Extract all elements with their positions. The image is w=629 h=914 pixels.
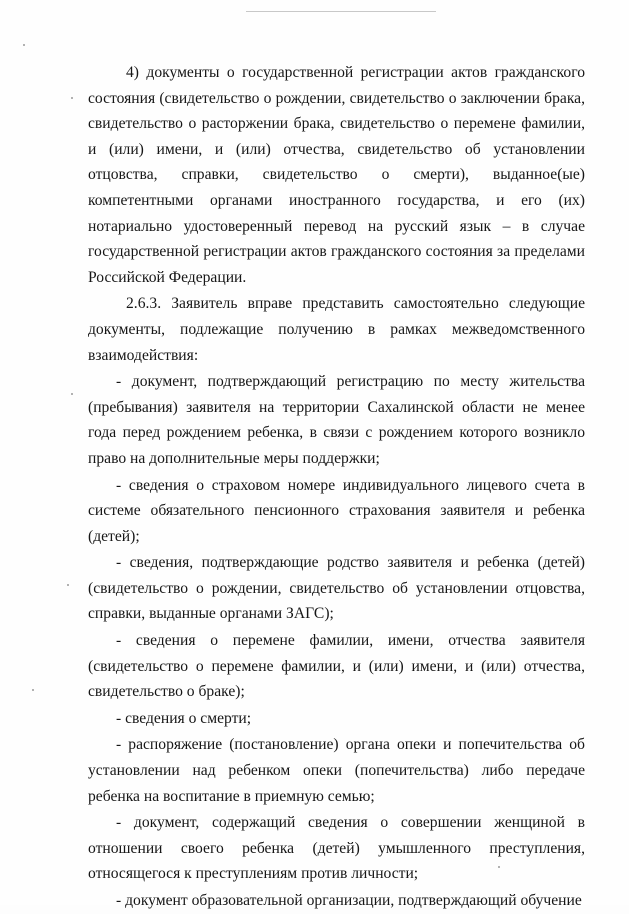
scan-speck xyxy=(67,584,69,586)
page-top-rule xyxy=(246,11,436,12)
scan-speck xyxy=(71,393,73,395)
scan-speck xyxy=(32,689,34,691)
list-item-guardianship-order: - распоряжение (постановление) органа опеки и попечительства об установлении над ребенком опеки (попечительства) либо передаче ребенка на воспитание в приемную семью; xyxy=(88,736,585,805)
paragraph-civil-status-documents: 4) документы о государственной регистрации актов гражданского состояния (свидетельство о рождении, свидетельство о заключении брака, свидетельство о расторжении брака, свидетельство о перемене фамилии, и (или) имени, и (или) отчества, свидетельство об установлении отцовства, справки, свидетельство о смерти), выданное(ые) компетентными органами иностранного государства, и его (их) нотариально удостоверенный перевод на русский язык – в случае государственной регистрации актов гражданского состояния за пределами Российской Федерации. xyxy=(88,64,585,286)
list-item-death-information: - сведения о смерти; xyxy=(116,709,252,727)
list-item-kinship-information: - сведения, подтверждающие родство заявителя и ребенка (детей) (свидетельство о рождении, свидетельство об установлении отцовства, справки, выданные органами ЗАГС); xyxy=(88,554,585,623)
list-item-crime-document: - документ, содержащий сведения о совершении женщиной в отношении своего ребенка (детей) умышленного преступления, относящегося к преступлениям против личности; xyxy=(88,814,585,883)
scan-speck xyxy=(23,44,25,46)
list-item-education-document: - документ образовательной организации, подтверждающий обучение xyxy=(116,892,582,909)
document-body xyxy=(88,60,585,914)
list-item-name-change: - сведения о перемене фамилии, имени, отчества заявителя (свидетельство о перемене фамилии, и (или) имени, и (или) отчества, свидетельство о браке); xyxy=(88,632,585,701)
list-item-insurance-number: - сведения о страховом номере индивидуального лицевого счета в системе обязательного пенсионного страхования заявителя и ребенка (детей); xyxy=(88,476,585,545)
scan-speck xyxy=(71,97,73,99)
list-item-registration-document: - документ, подтверждающий регистрацию по месту жительства (пребывания) заявителя на территории Сахалинской области не менее года перед рождением ребенка, в связи с рождением которого возникло право на дополнительные меры поддержки; xyxy=(88,373,585,467)
scan-speck xyxy=(498,866,500,868)
paragraph-2-6-3: 2.6.3. Заявитель вправе представить самостоятельно следующие документы, подлежащие получению в рамках межведомственного взаимодействия: xyxy=(88,295,585,364)
